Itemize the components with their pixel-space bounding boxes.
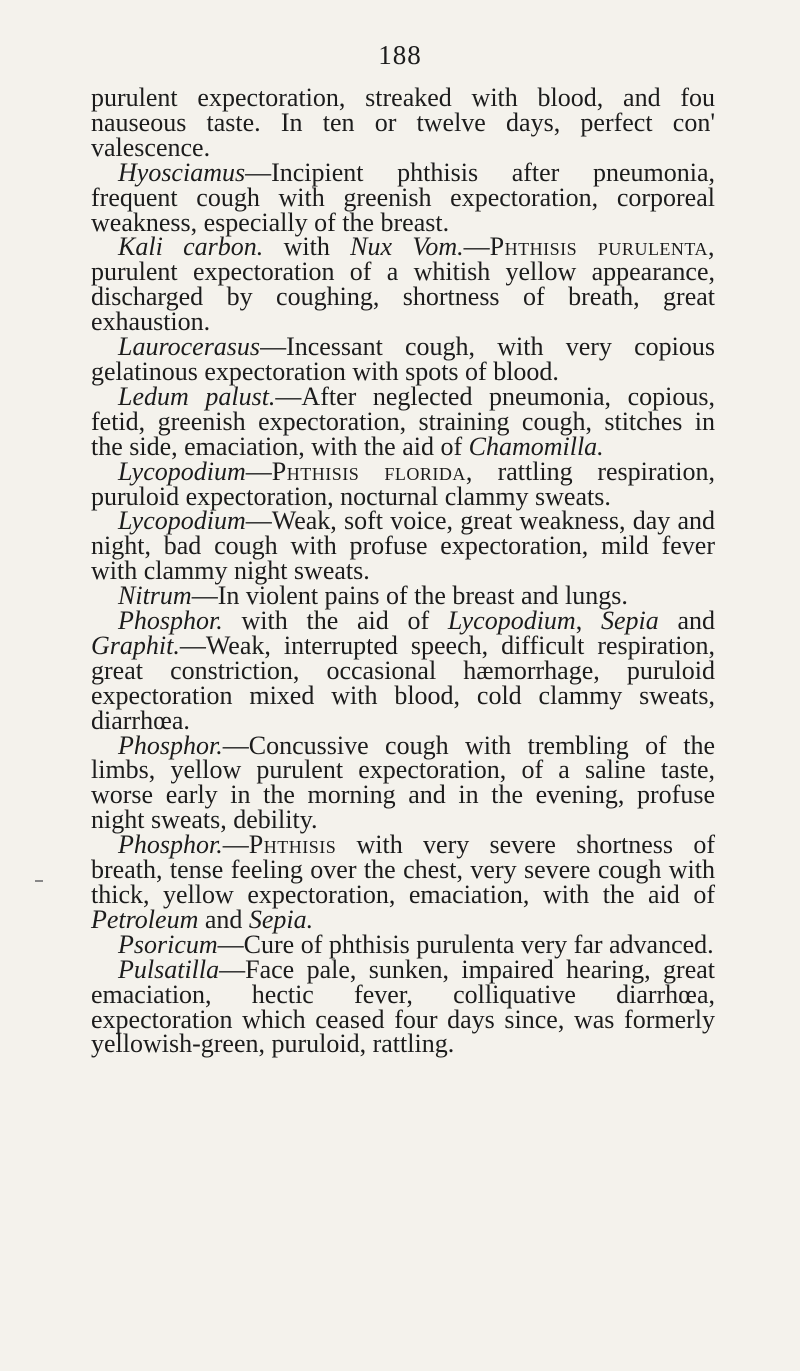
separator: —: [222, 830, 249, 860]
paragraph-lycopodium-florida: [91, 456, 716, 511]
connector: ,: [575, 606, 601, 636]
remedy-name: Pulsatilla: [118, 954, 220, 984]
condition-name: Phthisis florida,: [271, 456, 473, 486]
entry-text: Cure of phthisis purulenta very far advanced.: [243, 929, 714, 959]
connector: with: [263, 232, 351, 262]
entry-text: Weak, interrupted speech, difficult respiration, great constriction, occasional hæmorrhage, puruloid expectoration mixed with blood, cold clammy sweats, diarrhœa.: [91, 630, 715, 735]
remedy-name: Phosphor.: [118, 730, 223, 760]
entry-text: Incipient phthisis after pneumonia, frequent cough with greenish expectoration, corporeal weakness, especially of the breast.: [91, 157, 715, 237]
separator: —: [245, 157, 272, 187]
margin-mark: [35, 880, 43, 882]
separator: —: [245, 506, 272, 536]
paragraph-phosphor-phthisis: [91, 830, 715, 934]
connector: and: [658, 606, 715, 636]
separator: —: [260, 332, 287, 362]
body-text: [91, 83, 716, 1059]
remedy-name: Lycopodium: [118, 456, 246, 486]
aid-remedy-name: Chamomilla.: [468, 431, 604, 461]
aid-remedy-name: Sepia: [600, 606, 659, 636]
connector: with the aid of: [222, 606, 448, 636]
separator: —: [275, 381, 302, 411]
paragraph-kali-carbon: [91, 232, 715, 337]
remedy-name: Phosphor.: [118, 606, 223, 636]
entry-text: Concussive cough with trembling of the limbs, yellow purulent expectoration, of a saline taste, worse early in the morning and in the evening, profuse night sweats, debility.: [91, 730, 715, 835]
entry-text: Incessant cough, with very copious gelatinous expectoration with spots of blood.: [91, 332, 715, 386]
remedy-name: Ledum palust.: [118, 381, 276, 411]
entry-text: with very severe shortness of breath, tense feeling over the chest, very severe cough with thick, yellow expectoration, emaciation, with the aid of: [91, 830, 715, 909]
entry-text: purulent expectoration, streaked with blood, and fou nauseous taste. In ten or twelve days, perfect con' valescence.: [91, 83, 715, 162]
separator: —: [245, 456, 272, 486]
separator: —: [191, 581, 218, 611]
entry-text: rattling respiration, puruloid expectoration, nocturnal clammy sweats.: [91, 456, 716, 511]
entry-text: purulent expectoration of a whitish yellow appearance, discharged by coughing, shortness of breath, great exhaustion.: [91, 257, 715, 337]
aid-remedy-name: Petroleum: [91, 904, 199, 934]
separator: —: [219, 954, 246, 984]
separator: —: [179, 630, 206, 660]
separator: —: [463, 232, 490, 262]
aid-remedy-name: Lycopodium: [447, 606, 576, 636]
paragraph-continuation: [91, 83, 715, 162]
condition-name: Phthisis: [248, 830, 337, 860]
condition-name: Phthisis purulenta,: [489, 232, 715, 262]
remedy-name: Kali carbon.: [118, 232, 264, 262]
paragraph-pulsatilla: [91, 954, 715, 1059]
separator: —: [217, 929, 244, 959]
paragraph-lycopodium-weak: [91, 506, 715, 586]
entry-text: In violent pains of the breast and lungs.: [217, 581, 628, 611]
remedy-name: Laurocerasus: [118, 332, 261, 362]
remedy-name: Hyosciamus: [118, 157, 246, 187]
connector: and: [198, 904, 249, 934]
separator: —: [222, 730, 249, 760]
remedy-name: Nitrum: [118, 581, 192, 611]
paragraph-phosphor-concussive: [91, 730, 715, 835]
paragraph-ledum-palust: [91, 381, 716, 461]
paragraph-hyosciamus: [91, 157, 715, 237]
remedy-name: Psoricum: [118, 929, 218, 959]
aid-remedy-name: Sepia.: [248, 904, 314, 934]
page-number: 188: [378, 40, 422, 70]
aid-remedy-name: Nux Vom.: [350, 232, 464, 262]
aid-remedy-name: Graphit.: [91, 630, 180, 660]
remedy-name: Phosphor.: [118, 830, 223, 860]
entry-text: Face pale, sunken, impaired hearing, great emaciation, hectic fever, colliquative diarrhœa, expectoration which ceased four days since, was formerly yellowish-green, puruloid, rattling.: [91, 954, 715, 1059]
paragraph-laurocerasus: [91, 332, 715, 386]
entry-text: After neglected pneumonia, copious, fetid, greenish expectoration, straining cough, stitches in the side, emaciation, with the aid of: [91, 381, 716, 461]
entry-text: Weak, soft voice, great weakness, day and night, bad cough with profuse expectoration, mild fever with clammy night sweats.: [91, 506, 715, 586]
paragraph-phosphor-aid: [91, 606, 715, 735]
remedy-name: Lycopodium: [118, 506, 246, 536]
